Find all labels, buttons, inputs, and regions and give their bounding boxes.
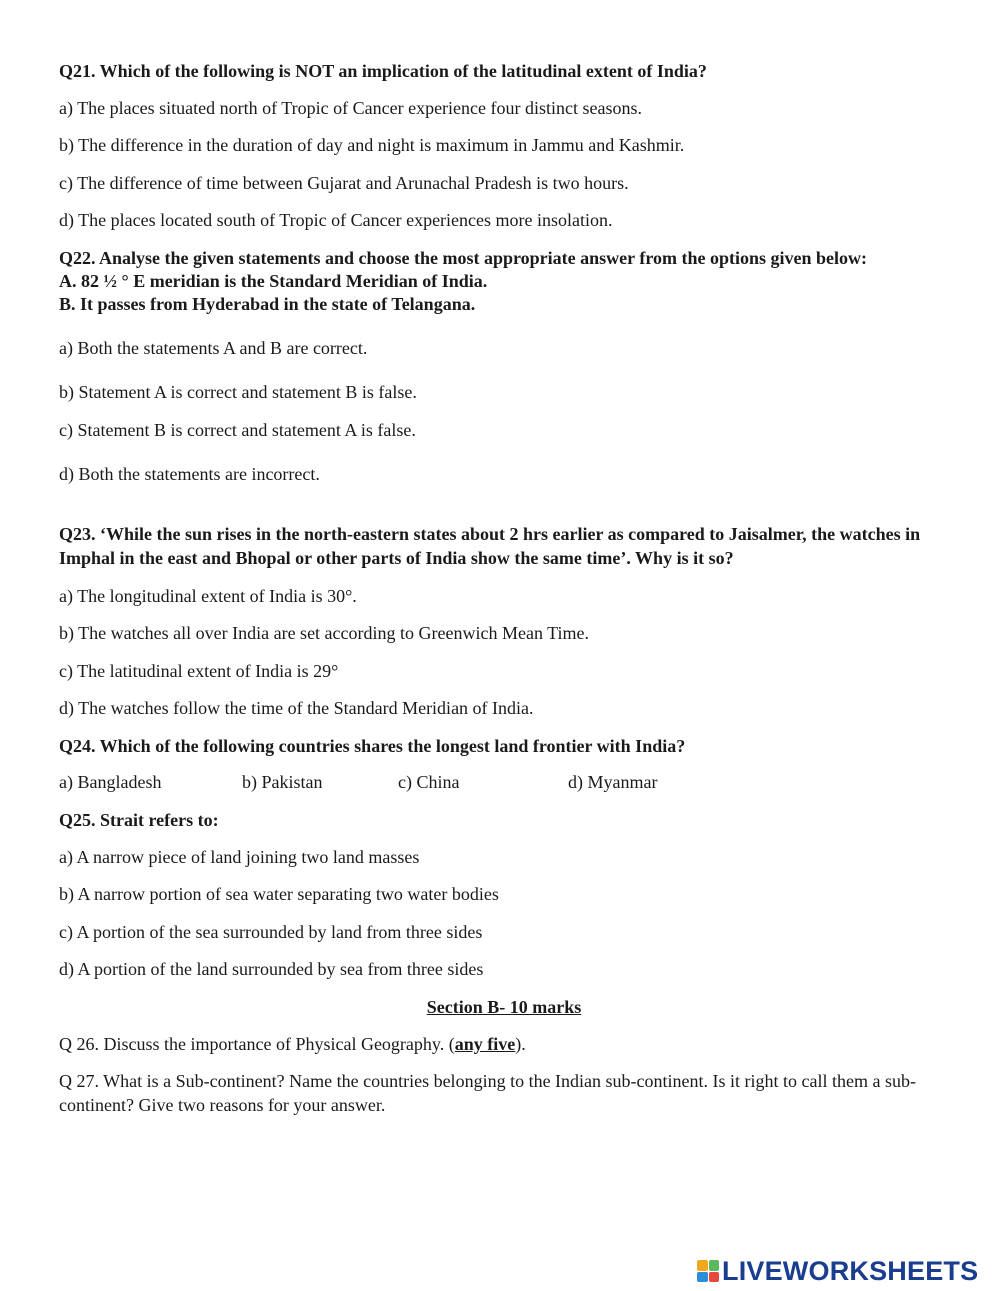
q25-option-b: b) A narrow portion of sea water separating two water bodies [59, 884, 499, 904]
q22-statement-b: B. It passes from Hyderabad in the state of Telangana. [59, 294, 476, 314]
q26-prefix: Q 26. Discuss the importance of Physical Geography. ( [59, 1034, 455, 1054]
q21-option-c: c) The difference of time between Gujarat and Arunachal Pradesh is two hours. [59, 173, 629, 193]
liveworksheets-logo [697, 1256, 978, 1286]
section-b-heading: Section B- 10 marks [426, 997, 582, 1017]
q24-option-c: c) China [398, 772, 460, 792]
liveworksheets-logo-text: LIVEWORKSHEETS [722, 1255, 979, 1286]
liveworksheets-logo-icon [697, 1260, 719, 1282]
q27-question: Q 27. What is a Sub-continent? Name the countries belonging to the Indian sub-continent. Is it right to call them a sub-continent? Give two reasons for your answer. [59, 1071, 916, 1115]
q26-question [59, 1033, 526, 1055]
q24-question: Q24. Which of the following countries shares the longest land frontier with India? [59, 736, 686, 756]
q24-option-d: d) Myanmar [568, 772, 658, 792]
q21-option-b: b) The difference in the duration of day and night is maximum in Jammu and Kashmir. [59, 135, 685, 155]
q22-option-c: c) Statement B is correct and statement A is false. [59, 420, 416, 440]
q26-suffix: ). [515, 1034, 526, 1054]
q23-option-c: c) The latitudinal extent of India is 29° [59, 661, 339, 681]
q25-option-d: d) A portion of the land surrounded by sea from three sides [59, 959, 484, 979]
q21-option-d: d) The places located south of Tropic of Cancer experiences more insolation. [59, 210, 613, 230]
q23-option-a: a) The longitudinal extent of India is 30°. [59, 586, 357, 606]
q23-option-b: b) The watches all over India are set according to Greenwich Mean Time. [59, 623, 589, 643]
q22-question: Q22. Analyse the given statements and choose the most appropriate answer from the options given below: [59, 248, 867, 268]
q22-statement-a: A. 82 ½ ° E meridian is the Standard Meridian of India. [59, 271, 488, 291]
q23-option-d: d) The watches follow the time of the Standard Meridian of India. [59, 698, 534, 718]
q24-option-b: b) Pakistan [242, 772, 323, 792]
q21-option-a: a) The places situated north of Tropic of Cancer experience four distinct seasons. [59, 98, 642, 118]
q26-emphasis: any five [454, 1034, 516, 1054]
q22-option-b: b) Statement A is correct and statement B is false. [59, 382, 417, 402]
q21-question: Q21. Which of the following is NOT an implication of the latitudinal extent of India? [59, 61, 707, 81]
q24-option-a: a) Bangladesh [59, 772, 162, 792]
q25-option-a: a) A narrow piece of land joining two land masses [59, 847, 420, 867]
q22-option-d: d) Both the statements are incorrect. [59, 464, 320, 484]
q25-option-c: c) A portion of the sea surrounded by land from three sides [59, 922, 483, 942]
q23-question: Q23. ‘While the sun rises in the north-eastern states about 2 hrs earlier as compared to Jaisalmer, the watches in Imphal in the east and Bhopal or other parts of India show the same time’. Why is it so? [59, 524, 921, 568]
q25-question: Q25. Strait refers to: [59, 810, 219, 830]
q22-option-a: a) Both the statements A and B are correct. [59, 338, 368, 358]
